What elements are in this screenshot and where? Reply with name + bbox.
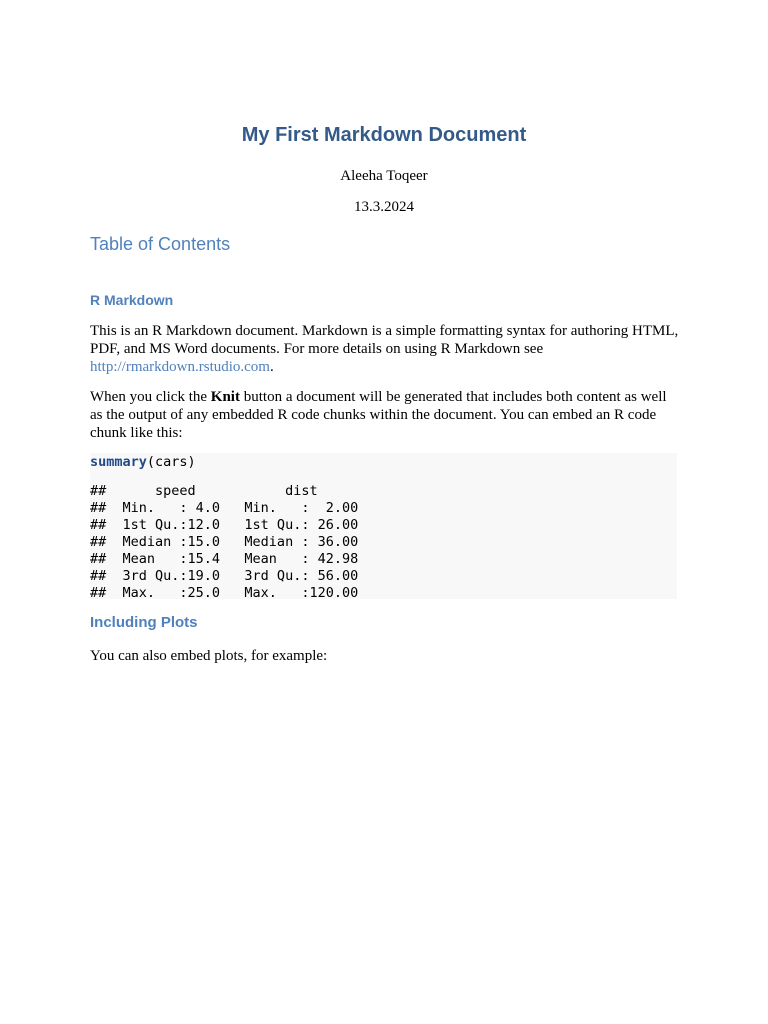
document-date: 13.3.2024 (354, 199, 414, 215)
knit-paragraph-before: When you click the (90, 389, 211, 405)
code-call (90, 454, 196, 471)
intro-paragraph-end: . (269, 359, 274, 375)
code-output (90, 483, 374, 602)
document-author: Aleeha Toqeer (340, 168, 428, 184)
intro-paragraph (90, 322, 680, 376)
intro-paragraph-text: This is an R Markdown document. Markdown is a simple formatting syntax for authoring HTML, PDF, and MS Word documents. For more details on using R Markdown see (90, 323, 679, 357)
code-args: (cars) (146, 454, 196, 470)
document-title: My First Markdown Document (241, 124, 527, 146)
code-output-line: ## Max. :25.0 Max. :120.00 (90, 585, 375, 601)
section-heading-r-markdown: R Markdown (90, 292, 174, 308)
code-output-line: ## 1st Qu.:12.0 1st Qu.: 26.00 (90, 517, 375, 533)
section-heading-including-plots: Including Plots (90, 614, 198, 631)
code-chunk (90, 453, 677, 599)
code-output-line: ## Mean :15.4 Mean : 42.98 (90, 551, 375, 567)
code-output-line: ## 3rd Qu.:19.0 3rd Qu.: 56.00 (90, 568, 375, 584)
code-output-line: ## Min. : 4.0 Min. : 2.00 (90, 500, 375, 516)
code-output-line: ## speed dist (90, 483, 375, 499)
code-function-name: summary (90, 454, 147, 470)
knit-keyword: Knit (210, 389, 240, 405)
toc-heading: Table of Contents (90, 234, 231, 254)
code-output-line: ## Median :15.0 Median : 36.00 (90, 534, 375, 550)
knit-paragraph (90, 388, 680, 442)
plots-paragraph: You can also embed plots, for example: (90, 648, 328, 664)
rmarkdown-link[interactable]: http://rmarkdown.rstudio.com (90, 359, 270, 375)
knit-paragraph-after: button a document will be generated that includes both content as well as the output of any embedded R code chunks within the document. You can embed an R code chunk like this: (90, 389, 667, 441)
